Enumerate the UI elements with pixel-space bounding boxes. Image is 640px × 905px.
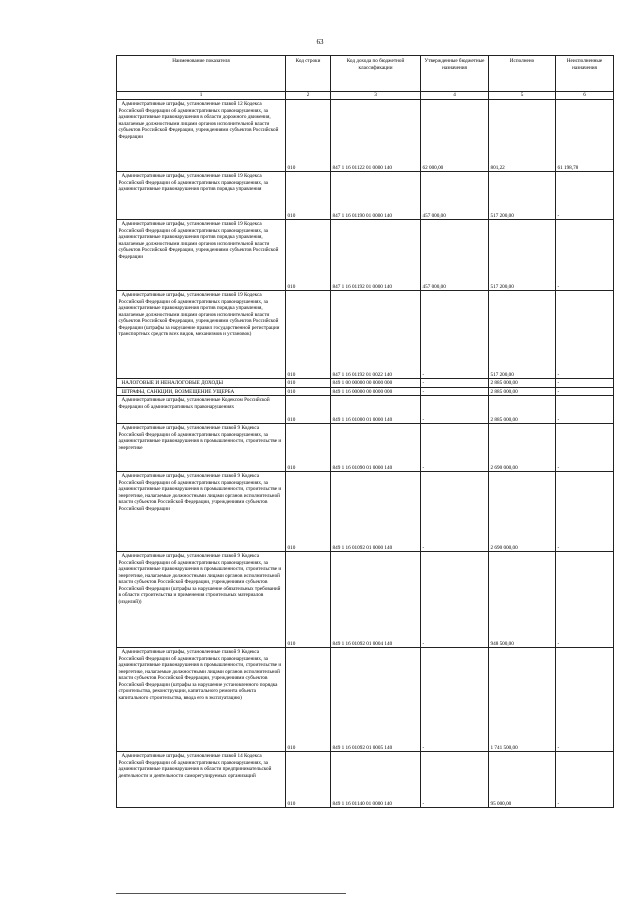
row-approved: -	[421, 396, 489, 424]
row-name: Административные штрафы, установленные главой 14 Кодекса Российской Федерации об административных правонарушениях, за административные правонарушения в области предпринимательской деятельности и деятельности саморегулируемых организаций	[118, 753, 272, 779]
row-executed: 948 500,00	[489, 552, 556, 648]
row-code: 010	[286, 100, 331, 172]
row-name: Административные штрафы, установленные Кодексом Российской Федерации об административных правонарушениях	[118, 397, 270, 410]
table-row	[117, 387, 614, 396]
row-unexecuted: -	[556, 552, 614, 648]
row-name: НАЛОГОВЫЕ И НЕНАЛОГОВЫЕ ДОХОДЫ	[121, 380, 224, 386]
row-approved: -	[421, 379, 489, 388]
row-unexecuted: -	[556, 396, 614, 424]
row-approved: -	[421, 552, 489, 648]
row-name: Административные штрафы, установленные главой 19 Кодекса Российской Федерации об административных правонарушениях, за административные правонарушения против порядка управления, налагаемые должностными лицами органов исполнительной власти субъектов Российской Федерации, учреждениями субъектов Российской Федерации (штрафы за нарушение правил государственной регистрации транспортных средств всех видов, механизмов и установок)	[118, 292, 280, 337]
header-code: Код строки	[286, 56, 331, 92]
row-unexecuted: -	[556, 291, 614, 379]
row-approved: 62 000,00	[421, 100, 489, 172]
row-name: Административные штрафы, установленные главой 9 Кодекса Российской Федерации об административных правонарушениях, за административные правонарушения в промышленности, строительстве и энергетике, налагаемые должностными лицами органов исполнительной власти субъектов Российской Федерации, учреждениями субъектов Российской Федерации (штрафы за нарушение установленного порядка строительства, реконструкции, капитального ремонта объекта капитального строительства, ввода его в эксплуатацию)	[118, 649, 282, 701]
row-unexecuted: -	[556, 752, 614, 808]
row-code: 010	[286, 396, 331, 424]
row-kbk: 849 1 16 01092 01 0000 140	[331, 472, 421, 552]
row-approved: -	[421, 752, 489, 808]
row-code: 010	[286, 552, 331, 648]
report-table	[116, 55, 614, 808]
row-approved: -	[421, 291, 489, 379]
column-number: 6	[556, 92, 614, 100]
row-executed: 2 690 000,00	[489, 472, 556, 552]
table-row	[117, 424, 614, 472]
row-kbk: 849 1 16 01140 01 0000 140	[331, 752, 421, 808]
row-approved: -	[421, 424, 489, 472]
header-approved: Утвержденные бюджетные назначения	[421, 56, 489, 92]
row-name: Административные штрафы, установленные главой 9 Кодекса Российской Федерации об административных правонарушениях, за административные правонарушения в промышленности, строительстве и энергетике, налагаемые должностными лицами органов исполнительной власти субъектов Российской Федерации, учреждениями субъектов Российской Федерации	[118, 473, 282, 512]
column-number: 3	[331, 92, 421, 100]
page-number: 63	[316, 38, 324, 46]
row-kbk: 847 1 16 01192 01 0022 140	[331, 291, 421, 379]
row-code: 010	[286, 752, 331, 808]
table-row	[117, 472, 614, 552]
row-code: 010	[286, 648, 331, 752]
row-unexecuted: -	[556, 172, 614, 220]
row-kbk: 847 1 16 01122 01 0000 140	[331, 100, 421, 172]
row-approved: -	[421, 387, 489, 396]
row-name: Административные штрафы, установленные главой 9 Кодекса Российской Федерации об административных правонарушениях, за административные правонарушения в промышленности, строительстве и энергетике	[118, 425, 282, 451]
row-executed: 517 200,00	[489, 291, 556, 379]
table-row	[117, 396, 614, 424]
table-row	[117, 379, 614, 388]
row-name: Административные штрафы, установленные главой 19 Кодекса Российской Федерации об административных правонарушениях, за административные правонарушения против порядка управления, налагаемые должностными лицами органов исполнительной власти субъектов Российской Федерации, учреждениями субъектов Российской Федерации	[118, 221, 279, 260]
row-kbk: 849 1 16 01092 01 0005 140	[331, 648, 421, 752]
column-number: 2	[286, 92, 331, 100]
row-kbk: 849 1 16 01000 01 0000 140	[331, 396, 421, 424]
row-approved: 457 000,00	[421, 172, 489, 220]
row-executed: 2 885 000,00	[489, 379, 556, 388]
row-approved: -	[421, 648, 489, 752]
column-number: 4	[421, 92, 489, 100]
header-executed: Исполнено	[489, 56, 556, 92]
footer-rule	[116, 893, 346, 894]
row-kbk: 849 1 16 01092 01 0004 140	[331, 552, 421, 648]
row-kbk: 849 1 00 00000 00 0000 000	[331, 379, 421, 388]
row-name: Административные штрафы, установленные главой 19 Кодекса Российской Федерации об административных правонарушениях, за административные правонарушения против порядка управления	[118, 173, 268, 192]
table-row	[117, 752, 614, 808]
row-code: 010	[286, 220, 331, 291]
row-unexecuted: -	[556, 387, 614, 396]
row-code: 010	[286, 291, 331, 379]
column-number: 5	[489, 92, 556, 100]
row-kbk: 847 1 16 01190 01 0000 140	[331, 172, 421, 220]
row-unexecuted: -	[556, 472, 614, 552]
header-row	[117, 56, 614, 92]
row-unexecuted: 61 198,78	[556, 100, 614, 172]
row-executed: 801,22	[489, 100, 556, 172]
row-code: 010	[286, 472, 331, 552]
row-code: 010	[286, 172, 331, 220]
row-kbk: 849 1 16 01090 01 0000 140	[331, 424, 421, 472]
column-number-row	[117, 92, 614, 100]
table-row	[117, 220, 614, 291]
table-row	[117, 172, 614, 220]
table-row	[117, 291, 614, 379]
row-executed: 1 741 500,00	[489, 648, 556, 752]
row-executed: 2 690 000,00	[489, 424, 556, 472]
row-unexecuted: -	[556, 648, 614, 752]
column-number: 1	[117, 92, 286, 100]
header-name: Наименование показателя	[117, 56, 286, 92]
row-name: Административные штрафы, установленные главой 9 Кодекса Российской Федерации об административных правонарушениях, за административные правонарушения в промышленности, строительстве и энергетике, налагаемые должностными лицами органов исполнительной власти субъектов Российской Федерации, учреждениями субъектов Российской Федерации (штрафы за нарушение обязательных требований в области строительства и применения строительных материалов (изделий))	[118, 553, 282, 605]
row-code: 010	[286, 424, 331, 472]
row-approved: -	[421, 472, 489, 552]
row-unexecuted: -	[556, 379, 614, 388]
table-row	[117, 552, 614, 648]
row-executed: 2 885 000,00	[489, 396, 556, 424]
table-row	[117, 648, 614, 752]
row-kbk: 849 1 16 00000 00 0000 000	[331, 387, 421, 396]
row-approved: 457 000,00	[421, 220, 489, 291]
row-unexecuted: -	[556, 220, 614, 291]
table-row	[117, 100, 614, 172]
row-unexecuted: -	[556, 424, 614, 472]
row-executed: 2 885 000,00	[489, 387, 556, 396]
row-code: 010	[286, 387, 331, 396]
header-kbk: Код дохода по бюджетной классификации	[331, 56, 421, 92]
row-code: 010	[286, 379, 331, 388]
row-executed: 517 200,00	[489, 172, 556, 220]
header-unexecuted: Неисполненные назначения	[556, 56, 614, 92]
row-executed: 517 200,00	[489, 220, 556, 291]
row-name: ШТРАФЫ, САНКЦИИ, ВОЗМЕЩЕНИЕ УЩЕРБА	[121, 388, 235, 395]
row-name: Административные штрафы, установленные главой 12 Кодекса Российской Федерации об административных правонарушениях, за административные правонарушения в области дорожного движения, налагаемые должностными лицами органов исполнительной власти субъектов Российской Федерации, учреждениями субъектов Российской Федерации	[118, 101, 279, 140]
row-kbk: 847 1 16 01192 01 0000 140	[331, 220, 421, 291]
row-executed: 95 000,00	[489, 752, 556, 808]
